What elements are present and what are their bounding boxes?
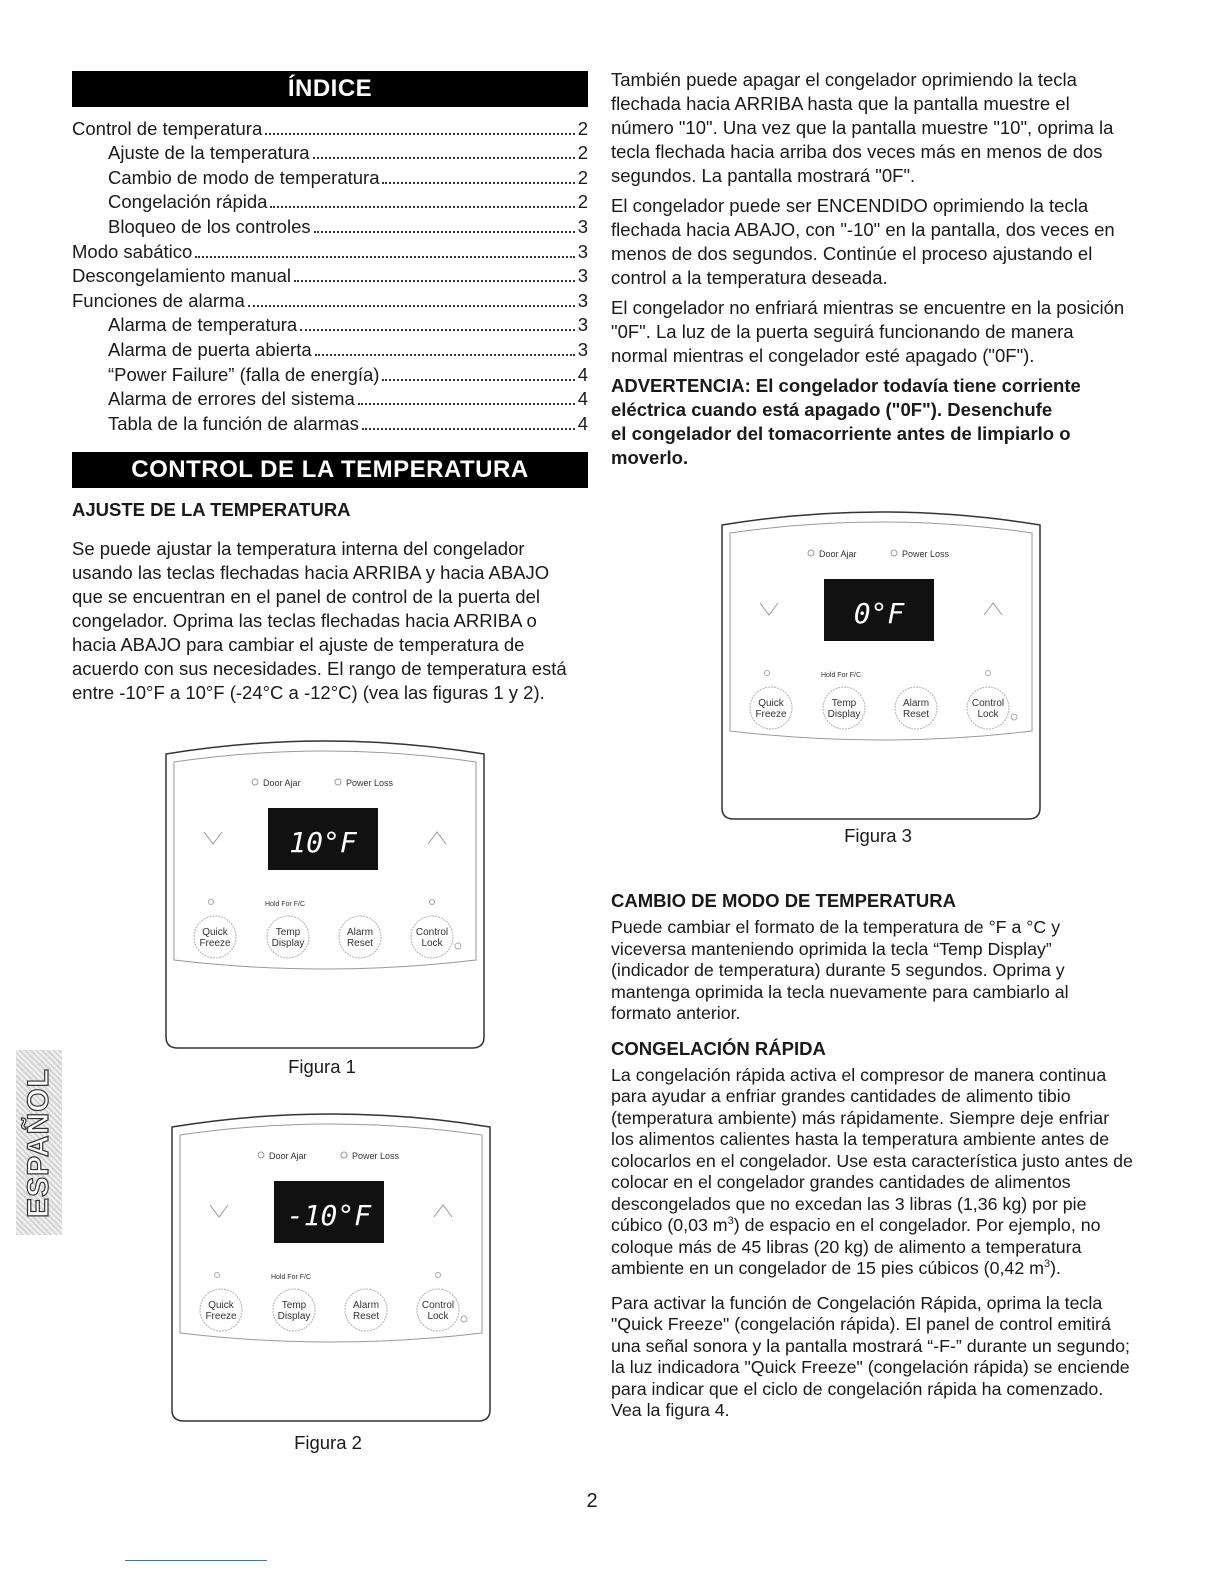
alarm-reset-button-label: Alarm	[346, 927, 374, 938]
activate-text: Para activar la función de Congelación Rápida, oprima la tecla "Quick Freeze" (congelación rápida). El panel de control emitirá una señal sonora y la pantalla mostrará “-F-” durante un segundo; la luz indicadora "Quick Freeze" (congelación rápida) se enciende para indicar que el ciclo de congelación rápida ha comenzado. Vea la figura 4.	[611, 1292, 1130, 1420]
hold-label: Hold For F/C	[264, 901, 306, 908]
index-entry-label: Funciones de alarma	[72, 289, 245, 311]
index-entry-label: Modo sabático	[72, 240, 193, 262]
figure-3-caption: Figura 3	[844, 825, 912, 846]
sup-cubed: 3	[727, 1215, 734, 1228]
index-entry-label: Ajuste de la temperatura	[108, 142, 310, 164]
quick-freeze-button-label: Quick	[758, 698, 784, 709]
index-entry	[72, 239, 588, 264]
display-readout: -10°F	[286, 1199, 372, 1232]
power-loss-label: Power Loss	[346, 778, 394, 788]
index-entry-page: 3	[577, 338, 588, 360]
panel-outline	[166, 741, 484, 1048]
quick-text	[611, 1065, 1133, 1280]
language-side-tab	[16, 1050, 62, 1235]
index-entry	[72, 288, 588, 313]
index-entry-page: 4	[577, 412, 588, 434]
quick-text-c: ).	[1050, 1258, 1061, 1278]
quick-freeze-button-label: Freeze	[199, 938, 231, 949]
door-ajar-label: Door Ajar	[269, 1151, 307, 1161]
index-entry-label: Alarma de errores del sistema	[108, 388, 355, 410]
quick-text-b: ) de espacio en el congelador. Por ejemplo, no coloque más de 45 libras (20 kg) de alimento a temperatura ambiente en un congelador de 15 pies cúbicos (0,42 m	[611, 1215, 1101, 1278]
index-title-bar	[72, 71, 588, 107]
control-lock-button-label: Lock	[977, 709, 999, 720]
display-readout: 0°F	[853, 597, 905, 630]
temp-display-button-label: Temp	[281, 1300, 307, 1311]
control-lock-button-label: Control	[415, 927, 449, 938]
temp-display-button-label: Temp	[831, 698, 857, 709]
power-loss-label: Power Loss	[352, 1151, 400, 1161]
index-list	[72, 116, 588, 436]
index-entry	[72, 411, 588, 436]
warning-text	[611, 374, 1131, 470]
dot-leader	[315, 354, 575, 356]
temp-display-button-label: Temp	[275, 927, 301, 938]
index-entry-page: 2	[577, 191, 588, 213]
index-entry-label: “Power Failure” (falla de energía)	[108, 363, 380, 385]
index-entry	[72, 141, 588, 166]
index-entry-label: Control de temperatura	[72, 117, 263, 139]
index-entry	[72, 116, 588, 141]
index-entry-page: 3	[577, 240, 588, 262]
power-loss-label: Power Loss	[902, 549, 950, 559]
index-entry-label: Descongelamiento manual	[72, 265, 292, 287]
index-entry	[72, 362, 588, 387]
index-entry	[72, 165, 588, 190]
dot-leader	[270, 206, 574, 208]
index-entry-page: 3	[577, 289, 588, 311]
figure-1-caption: Figura 1	[288, 1056, 356, 1077]
side-tab-label: ESPAÑOL	[22, 1067, 55, 1218]
index-entry	[72, 214, 588, 239]
index-entry-label: Bloqueo de los controles	[108, 215, 311, 237]
alarm-reset-button-label: Reset	[902, 709, 930, 720]
section-title: CONTROL DE LA TEMPERATURA	[131, 456, 529, 483]
temp-display-button-label: Display	[277, 1311, 311, 1322]
index-entry-page: 3	[577, 265, 588, 287]
control-lock-button-label: Control	[421, 1300, 455, 1311]
warning-line: ADVERTENCIA: El congelador todavía tiene corriente	[611, 375, 1081, 396]
index-entry-label: Cambio de modo de temperatura	[108, 166, 380, 188]
quick-freeze-button-label: Freeze	[755, 709, 787, 720]
adjust-text: Se puede ajustar la temperatura interna del congelador usando las teclas flechadas hacia ARRIBA y hacia ABAJO que se encuentran en el panel de control de la puerta del congelador. Oprima las teclas flechadas hacia ARRIBA o hacia ABAJO para cambiar el ajuste de temperatura de acuerdo con sus necesidades. El rango de temperatura está entre -10°F a 10°F (-24°C a -12°C) (vea las figuras 1 y 2).	[72, 538, 567, 703]
alarm-reset-button-label: Alarm	[352, 1300, 380, 1311]
dot-leader	[294, 280, 575, 282]
figure-3-panel	[716, 503, 1046, 823]
footer-rule	[125, 1560, 267, 1561]
temp-display-button-label: Display	[827, 709, 861, 720]
index-entry-label: Tabla de la función de alarmas	[108, 412, 359, 434]
dot-leader	[300, 329, 575, 331]
dot-leader	[314, 231, 575, 233]
dot-leader	[382, 379, 574, 381]
index-entry-page: 2	[577, 117, 588, 139]
figure-1-panel	[160, 732, 490, 1052]
display-readout: 10°F	[289, 826, 357, 859]
door-ajar-label: Door Ajar	[263, 778, 301, 788]
quick-freeze-button-label: Quick	[202, 927, 228, 938]
index-entry	[72, 190, 588, 215]
index-entry-page: 2	[577, 166, 588, 188]
quick-freeze-button-label: Freeze	[205, 1311, 237, 1322]
index-entry	[72, 337, 588, 362]
dot-leader	[358, 403, 575, 405]
index-entry-label: Alarma de temperatura	[108, 314, 298, 336]
panel-outline	[722, 512, 1040, 819]
warning-line: moverlo.	[611, 447, 689, 468]
hold-label: Hold For F/C	[820, 672, 862, 679]
index-entry-page: 4	[577, 363, 588, 385]
warning-line: el congelador del tomacorriente antes de limpiarlo o	[611, 423, 1071, 444]
adjust-heading: AJUSTE DE LA TEMPERATURA	[72, 499, 351, 520]
door-ajar-label: Door Ajar	[819, 549, 857, 559]
quick-freeze-button-label: Quick	[208, 1300, 234, 1311]
warning-line: eléctrica cuando está apagado ("0F"). Desenchufe	[611, 399, 1053, 420]
sup-cubed: 3	[1043, 1258, 1051, 1271]
alarm-reset-button-label: Reset	[346, 938, 374, 949]
on-text: El congelador puede ser ENCENDIDO oprimiendo la tecla flechada hacia ABAJO, con "-10" en la pantalla, dos veces en menos de dos segundos. Continúe el proceso ajustando el control a la temperatura deseada.	[611, 195, 1115, 288]
index-entry-page: 4	[577, 388, 588, 410]
temp-display-button-label: Display	[271, 938, 305, 949]
dot-leader	[382, 182, 574, 184]
mode-text: Puede cambiar el formato de la temperatura de °F a °C y viceversa manteniendo oprimida la tecla “Temp Display” (indicador de temperatura) durante 5 segundos. Oprima y mantenga oprimida la tecla nuevamente para cambiarlo al formato anterior.	[611, 917, 1069, 1023]
dot-leader	[313, 157, 575, 159]
dot-leader	[362, 428, 575, 430]
dot-leader	[248, 305, 575, 307]
index-entry-page: 3	[577, 215, 588, 237]
index-entry	[72, 387, 588, 412]
figure-2-caption: Figura 2	[294, 1432, 362, 1453]
panel-outline	[172, 1114, 490, 1421]
quick-heading: CONGELACIÓN RÁPIDA	[611, 1037, 826, 1059]
index-entry-page: 2	[577, 142, 588, 164]
control-lock-button-label: Lock	[427, 1311, 449, 1322]
hold-label: Hold For F/C	[270, 1274, 312, 1281]
index-title: ÍNDICE	[287, 75, 373, 102]
zero-text: El congelador no enfriará mientras se encuentre en la posición "0F". La luz de la puerta seguirá funcionando de manera normal mientras el congelador esté apagado ("0F").	[611, 297, 1125, 366]
alarm-reset-button-label: Alarm	[902, 698, 930, 709]
index-entry-label: Congelación rápida	[108, 191, 268, 213]
index-entry-page: 3	[577, 314, 588, 336]
section-title-bar	[72, 452, 588, 488]
control-lock-button-label: Lock	[421, 938, 443, 949]
off-text: También puede apagar el congelador oprimiendo la tecla flechada hacia ARRIBA hasta que la pantalla muestre el número "10". Una vez que la pantalla muestre "10", oprima la tecla flechada hacia arriba dos veces más en menos de dos segundos. La pantalla mostrará "0F".	[611, 69, 1114, 186]
alarm-reset-button-label: Reset	[352, 1311, 380, 1322]
control-lock-button-label: Control	[971, 698, 1005, 709]
index-entry	[72, 313, 588, 338]
index-entry-label: Alarma de puerta abierta	[108, 338, 312, 360]
dot-leader	[195, 256, 574, 258]
dot-leader	[265, 133, 574, 135]
index-entry	[72, 264, 588, 289]
figure-2-panel	[166, 1105, 496, 1425]
quick-text-a: La congelación rápida activa el compresor de manera continua para ayudar a enfriar grandes cantidades de alimento tibio (temperatura ambiente) más rápidamente. Siempre deje enfriar los alimentos calientes hasta la temperatura ambiente antes de colocarlos en el congelador. Use esta característica justo antes de colocar en el congelador grandes cantidades de alimentos descongelados que no excedan las 3 libras (1,36 kg) por pie cúbico (0,03 m	[611, 1064, 1133, 1235]
page-number: 2	[586, 1490, 598, 1512]
mode-heading: CAMBIO DE MODO DE TEMPERATURA	[611, 890, 956, 911]
